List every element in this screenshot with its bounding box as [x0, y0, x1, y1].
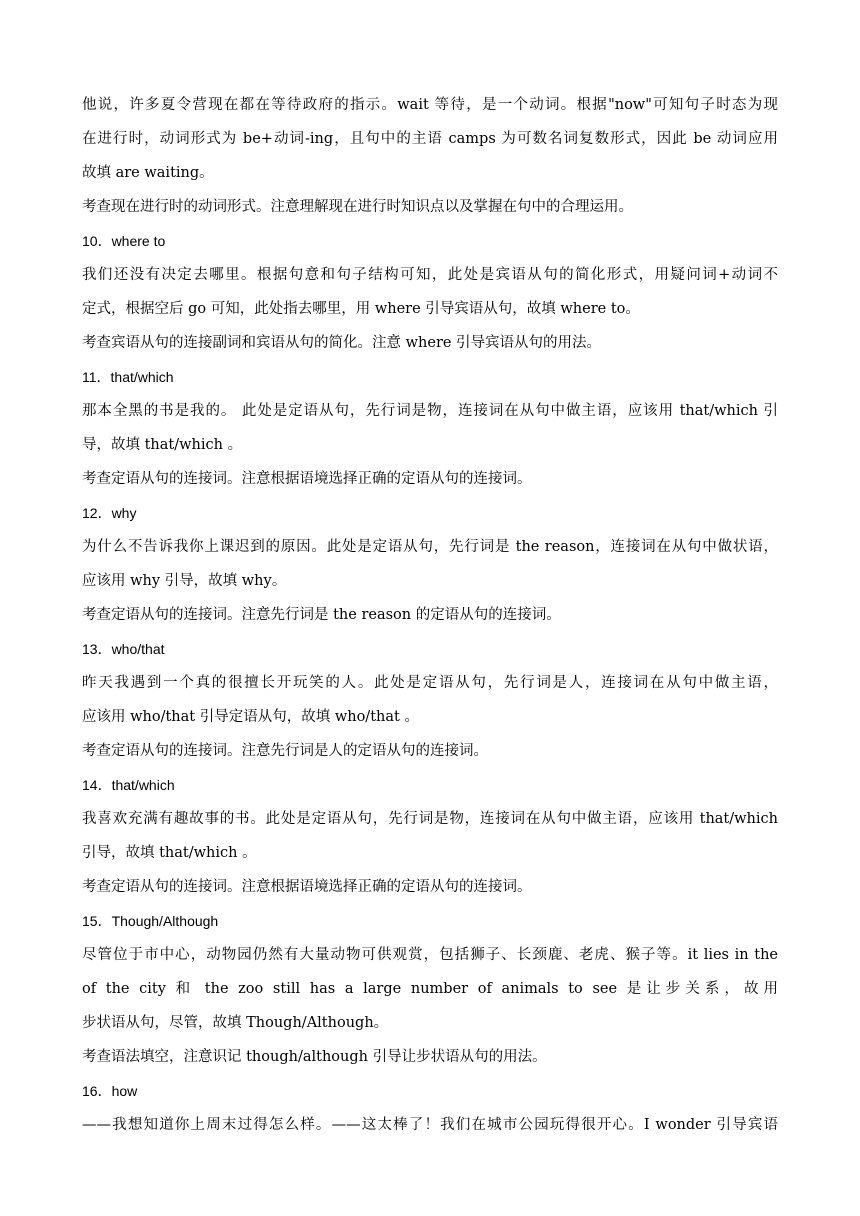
text-line: 尽管位于市中心，动物园仍然有大量动物可供观赏，包括狮子、长颈鹿、老虎、猴子等。it lies in the [82, 947, 778, 963]
text-line: 定式，根据空后 go 可知，此处指去哪里，用 where 引导宾语从句，故填 where to。 [82, 301, 640, 317]
text-line: 导，故填 that/which 。 [82, 437, 243, 453]
question-number: 10．where to [82, 233, 166, 249]
text-line: 考查定语从句的连接词。注意先行词是 the reason 的定语从句的连接词。 [82, 607, 561, 623]
text-line: 考查语法填空，注意识记 though/although 引导让步状语从句的用法。 [82, 1049, 547, 1065]
text-line: 故填 are waiting。 [82, 165, 214, 181]
text-line: 在进行时，动词形式为 be+动词-ing，且句中的主语 camps 为可数名词复数形式，因此 be 动词应用 [82, 131, 778, 147]
text-line: 为什么不告诉我你上课迟到的原因。此处是定语从句，先行词是 the reason，连接词在从句中做状语， [82, 539, 778, 555]
text-line: 应该用 why 引导，故填 why。 [82, 573, 287, 589]
text-line: 考查定语从句的连接词。注意根据语境选择正确的定语从句的连接词。 [82, 879, 532, 895]
text-line: 他说，许多夏令营现在都在等待政府的指示。wait 等待，是一个动词。根据"now"可知句子时态为现 [82, 97, 778, 113]
text-line: 引导，故填 that/which 。 [82, 845, 257, 861]
question-number: 15．Though/Although [82, 913, 219, 929]
text-line: 我喜欢充满有趣故事的书。此处是定语从句，先行词是物，连接词在从句中做主语，应该用 that/which [82, 811, 778, 827]
text-line: 我们还没有决定去哪里。根据句意和句子结构可知，此处是宾语从句的简化形式，用疑问词+动词不 [82, 267, 778, 283]
text-line: 考查定语从句的连接词。注意根据语境选择正确的定语从句的连接词。 [82, 471, 532, 487]
text-line: 应该用 who/that 引导定语从句，故填 who/that 。 [82, 709, 419, 725]
text-line: ——我想知道你上周末过得怎么样。——这太棒了！我们在城市公园玩得很开心。I wonder 引导宾语 [82, 1117, 778, 1133]
question-number: 14．that/which [82, 777, 175, 793]
text-line: of the city 和 the zoo still has a large number of animals to see 是让步关系，故用 [82, 981, 778, 997]
question-number: 16．how [82, 1083, 138, 1099]
question-number: 12．why [82, 505, 137, 521]
text-line: 那本全黑的书是我的。 此处是定语从句，先行词是物，连接词在从句中做主语，应该用 that/which 引 [82, 403, 778, 419]
text-line: 考查宾语从句的连接副词和宾语从句的简化。注意 where 引导宾语从句的用法。 [82, 335, 602, 351]
text-line: 考查现在进行时的动词形式。注意理解现在进行时知识点以及掌握在句中的合理运用。 [82, 199, 633, 215]
document-body [82, 88, 778, 1142]
text-line: 考查定语从句的连接词。注意先行词是人的定语从句的连接词。 [82, 743, 488, 759]
text-line: 昨天我遇到一个真的很擅长开玩笑的人。此处是定语从句，先行词是人，连接词在从句中做主语， [82, 675, 778, 691]
question-number: 11．that/which [82, 369, 174, 385]
text-line: 步状语从句，尽管，故填 Though/Although。 [82, 1015, 389, 1031]
question-number: 13．who/that [82, 641, 165, 657]
